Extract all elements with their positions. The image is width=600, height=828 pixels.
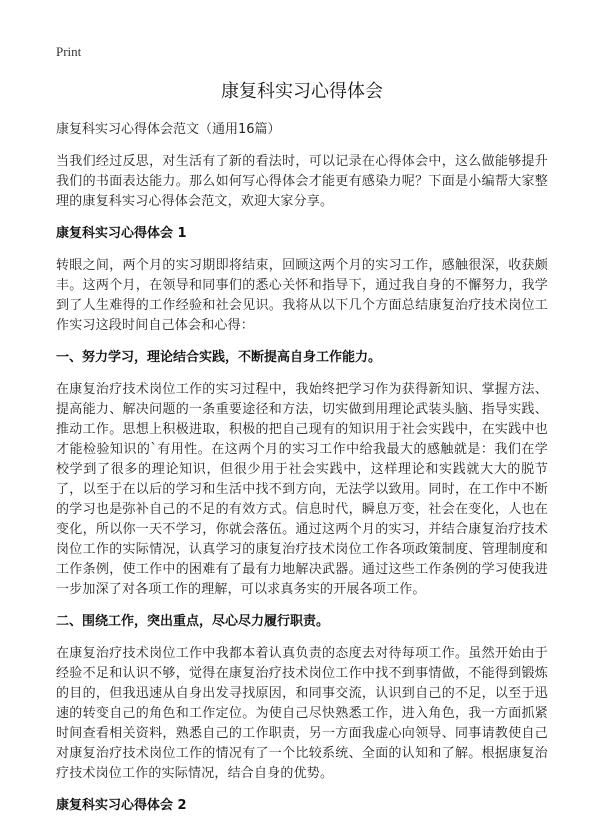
point1-paragraph: 在康复治疗技术岗位工作的实习过程中，我始终把学习作为获得新知识、掌握方法、提高能力、解决问题的一条重要途径和方法，切实做到用理论武装头脑、指导实践、推动工作。思想上积极进取，积极的把自己现有的知识用于社会实践中，在实践中也才能检验知识的`有用性。在这两个月的实习工作中给我最大的感触就是：我们在学校学到了很多的理论知识，但很少用于社会实践中，这样理论和实践就大大的脱节了，以至于在以后的学习和生活中找不到方向，无法学以致用。同时，在工作中不断的学习也是弥补自己的不足的有效方式。信息时代，瞬息万变，社会在变化，人也在变化，所以你一天不学习，你就会落伍。通过这两个月的实习，并结合康复治疗技术岗位工作的实际情况，认真学习的康复治疗技术岗位工作各项政策制度、管理制度和工作条例，使工作中的困难有了最有力地解决武器。通过这些工作条例的学习使我进一步加深了对各项工作的理解，可以求真务实的开展各项工作。	[56, 382, 548, 597]
print-link[interactable]: Print	[56, 44, 82, 59]
point-heading-2: 二、围绕工作，突出重点，尽心尽力履行职责。	[56, 614, 330, 629]
document-subtitle: 康复科实习心得体会范文（通用16篇）	[56, 122, 281, 137]
point-heading-1: 一、努力学习，理论结合实践，不断提高自身工作能力。	[56, 350, 382, 365]
section-heading-2: 康复科实习心得体会 2	[56, 798, 187, 813]
document-body	[56, 120, 548, 828]
section1-paragraph-1: 转眼之间，两个月的实习期即将结束，回顾这两个月的实习工作，感触很深，收获颇丰。这两个月，在领导和同事们的悉心关怀和指导下，通过我自身的不懈努力，我学到了人生难得的工作经验和社会见识。我将从以下几个方面总结康复治疗技术岗位工作实习这段时间自己体会和心得：	[56, 258, 548, 333]
page-title: 康复科实习心得体会	[221, 81, 383, 102]
section-heading-1: 康复科实习心得体会 1	[56, 226, 187, 241]
intro-paragraph: 当我们经过反思，对生活有了新的看法时，可以记录在心得体会中，这么做能够提升我们的书面表达能力。那么如何写心得体会才能更有感染力呢？下面是小编帮大家整理的康复科实习心得体会范文，欢迎大家分享。	[56, 154, 548, 209]
point2-paragraph: 在康复治疗技术岗位工作中我都本着认真负责的态度去对待每项工作。虽然开始由于经验不足和认识不够，觉得在康复治疗技术岗位工作中找不到事情做，不能得到锻炼的目的，但我迅速从自身出发寻找原因，和同事交流，认识到自己的不足，以至于迅速的转变自己的角色和工作定位。为使自己尽快熟悉工作，进入角色，我一方面抓紧时间查看相关资料，熟悉自己的工作职责，另一方面我虚心向领导、同事请教使自己对康复治疗技术岗位工作的情况有了一个比较系统、全面的认知和了解。根据康复治疗技术岗位工作的实际情况，结合自身的优势。	[56, 646, 548, 781]
